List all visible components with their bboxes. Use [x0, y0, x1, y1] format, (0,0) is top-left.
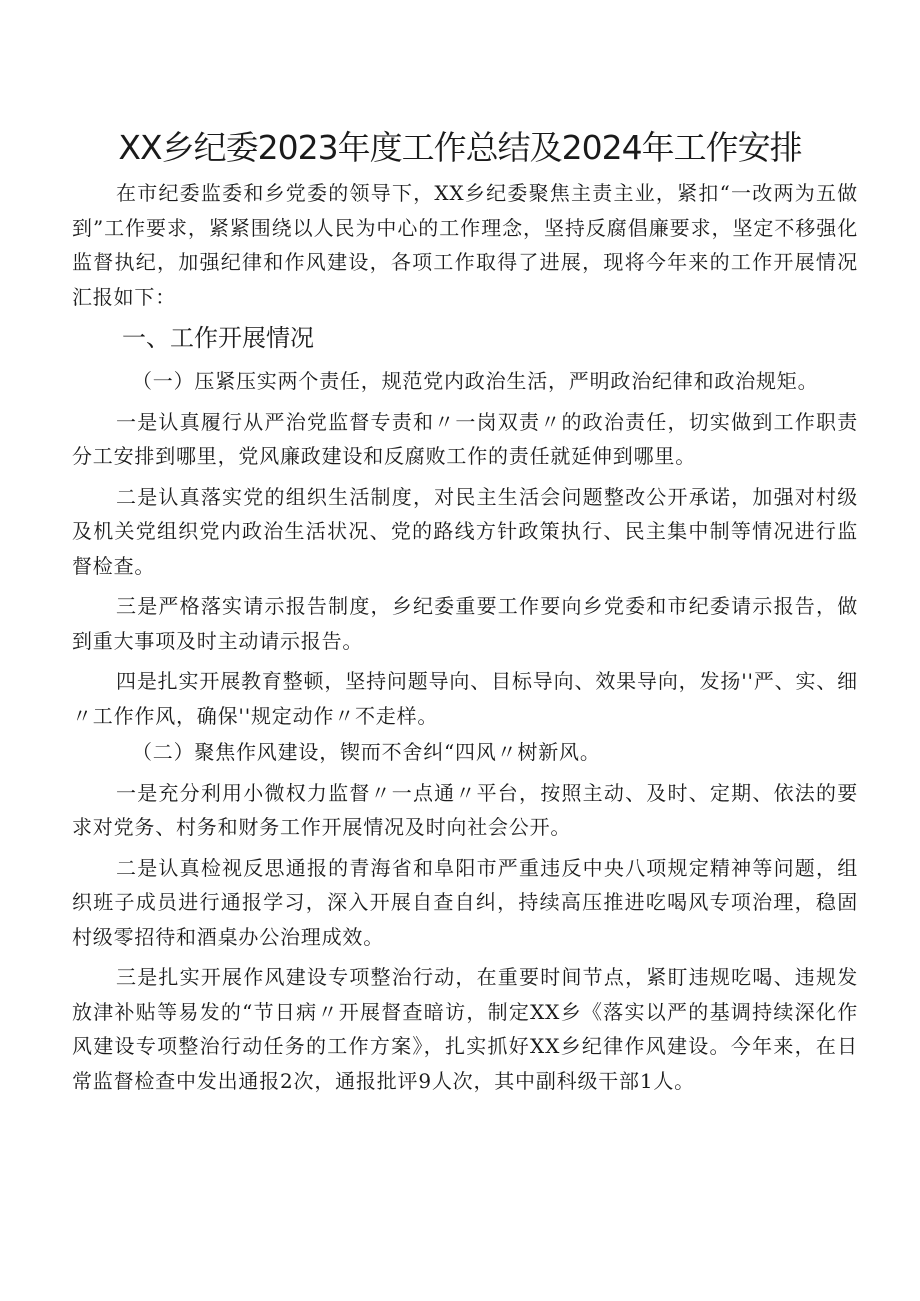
list-item: 一是充分利用小微权力监督〃一点通〃平台，按照主动、及时、定期、依法的要求对党务、村务和财务工作开展情况及时向社会公开。 — [72, 780, 858, 839]
list-item: 四是扎实开展教育整顿，坚持问题导向、目标导向、效果导向，发扬''严、实、细〃工作作风，确保''规定动作〃不走样。 — [72, 669, 858, 728]
list-item: 一是认真履行从严治党监督专责和〃一岗双责〃的政治责任，切实做到工作职责分工安排到哪里，党风廉政建设和反腐败工作的责任就延伸到哪里。 — [72, 409, 858, 468]
document-title: XX乡纪委2023年度工作总结及2024年工作安排 — [118, 128, 802, 167]
list-item: 二是认真检视反思通报的青海省和阜阳市严重违反中央八项规定精神等问题，组织班子成员进行通报学习，深入开展自查自纠，持续高压推进吃喝风专项治理，稳固村级零招待和酒桌办公治理成效。 — [72, 855, 858, 949]
document-body — [72, 176, 858, 1098]
subsection-heading-2: （二）聚焦作风建设，锲而不舍纠“四风〃树新风。 — [132, 740, 601, 764]
subsection-heading-1: （一）压紧压实两个责任，规范党内政治生活，严明政治纪律和政治规矩。 — [132, 369, 819, 393]
intro-paragraph: 在市纪委监委和乡党委的领导下，XX乡纪委聚焦主责主业，紧扣“一改两为五做到”工作要求，紧紧围绕以人民为中心的工作理念，坚持反腐倡廉要求，坚定不移强化监督执纪，加强纪律和作风建设，各项工作取得了进展，现将今年来的工作开展情况汇报如下： — [72, 181, 858, 309]
section-heading: 一、工作开展情况 — [122, 324, 314, 352]
list-item: 二是认真落实党的组织生活制度，对民主生活会问题整改公开承诺，加强对村级及机关党组织党内政治生活状况、党的路线方针政策执行、民主集中制等情况进行监督检查。 — [72, 484, 858, 578]
list-item: 三是严格落实请示报告制度，乡纪委重要工作要向乡党委和市纪委请示报告，做到重大事项及时主动请示报告。 — [72, 594, 858, 653]
list-item: 三是扎实开展作风建设专项整治行动，在重要时间节点，紧盯违规吃喝、违规发放津补贴等易发的“节日病〃开展督查暗访，制定XX乡《落实以严的基调持续深化作风建设专项整治行动任务的工作方案》，扎实抓好XX乡纪律作风建设。今年来，在日常监督检查中发出通报2次，通报批评9人次，其中副科级干部1人。 — [72, 965, 858, 1093]
